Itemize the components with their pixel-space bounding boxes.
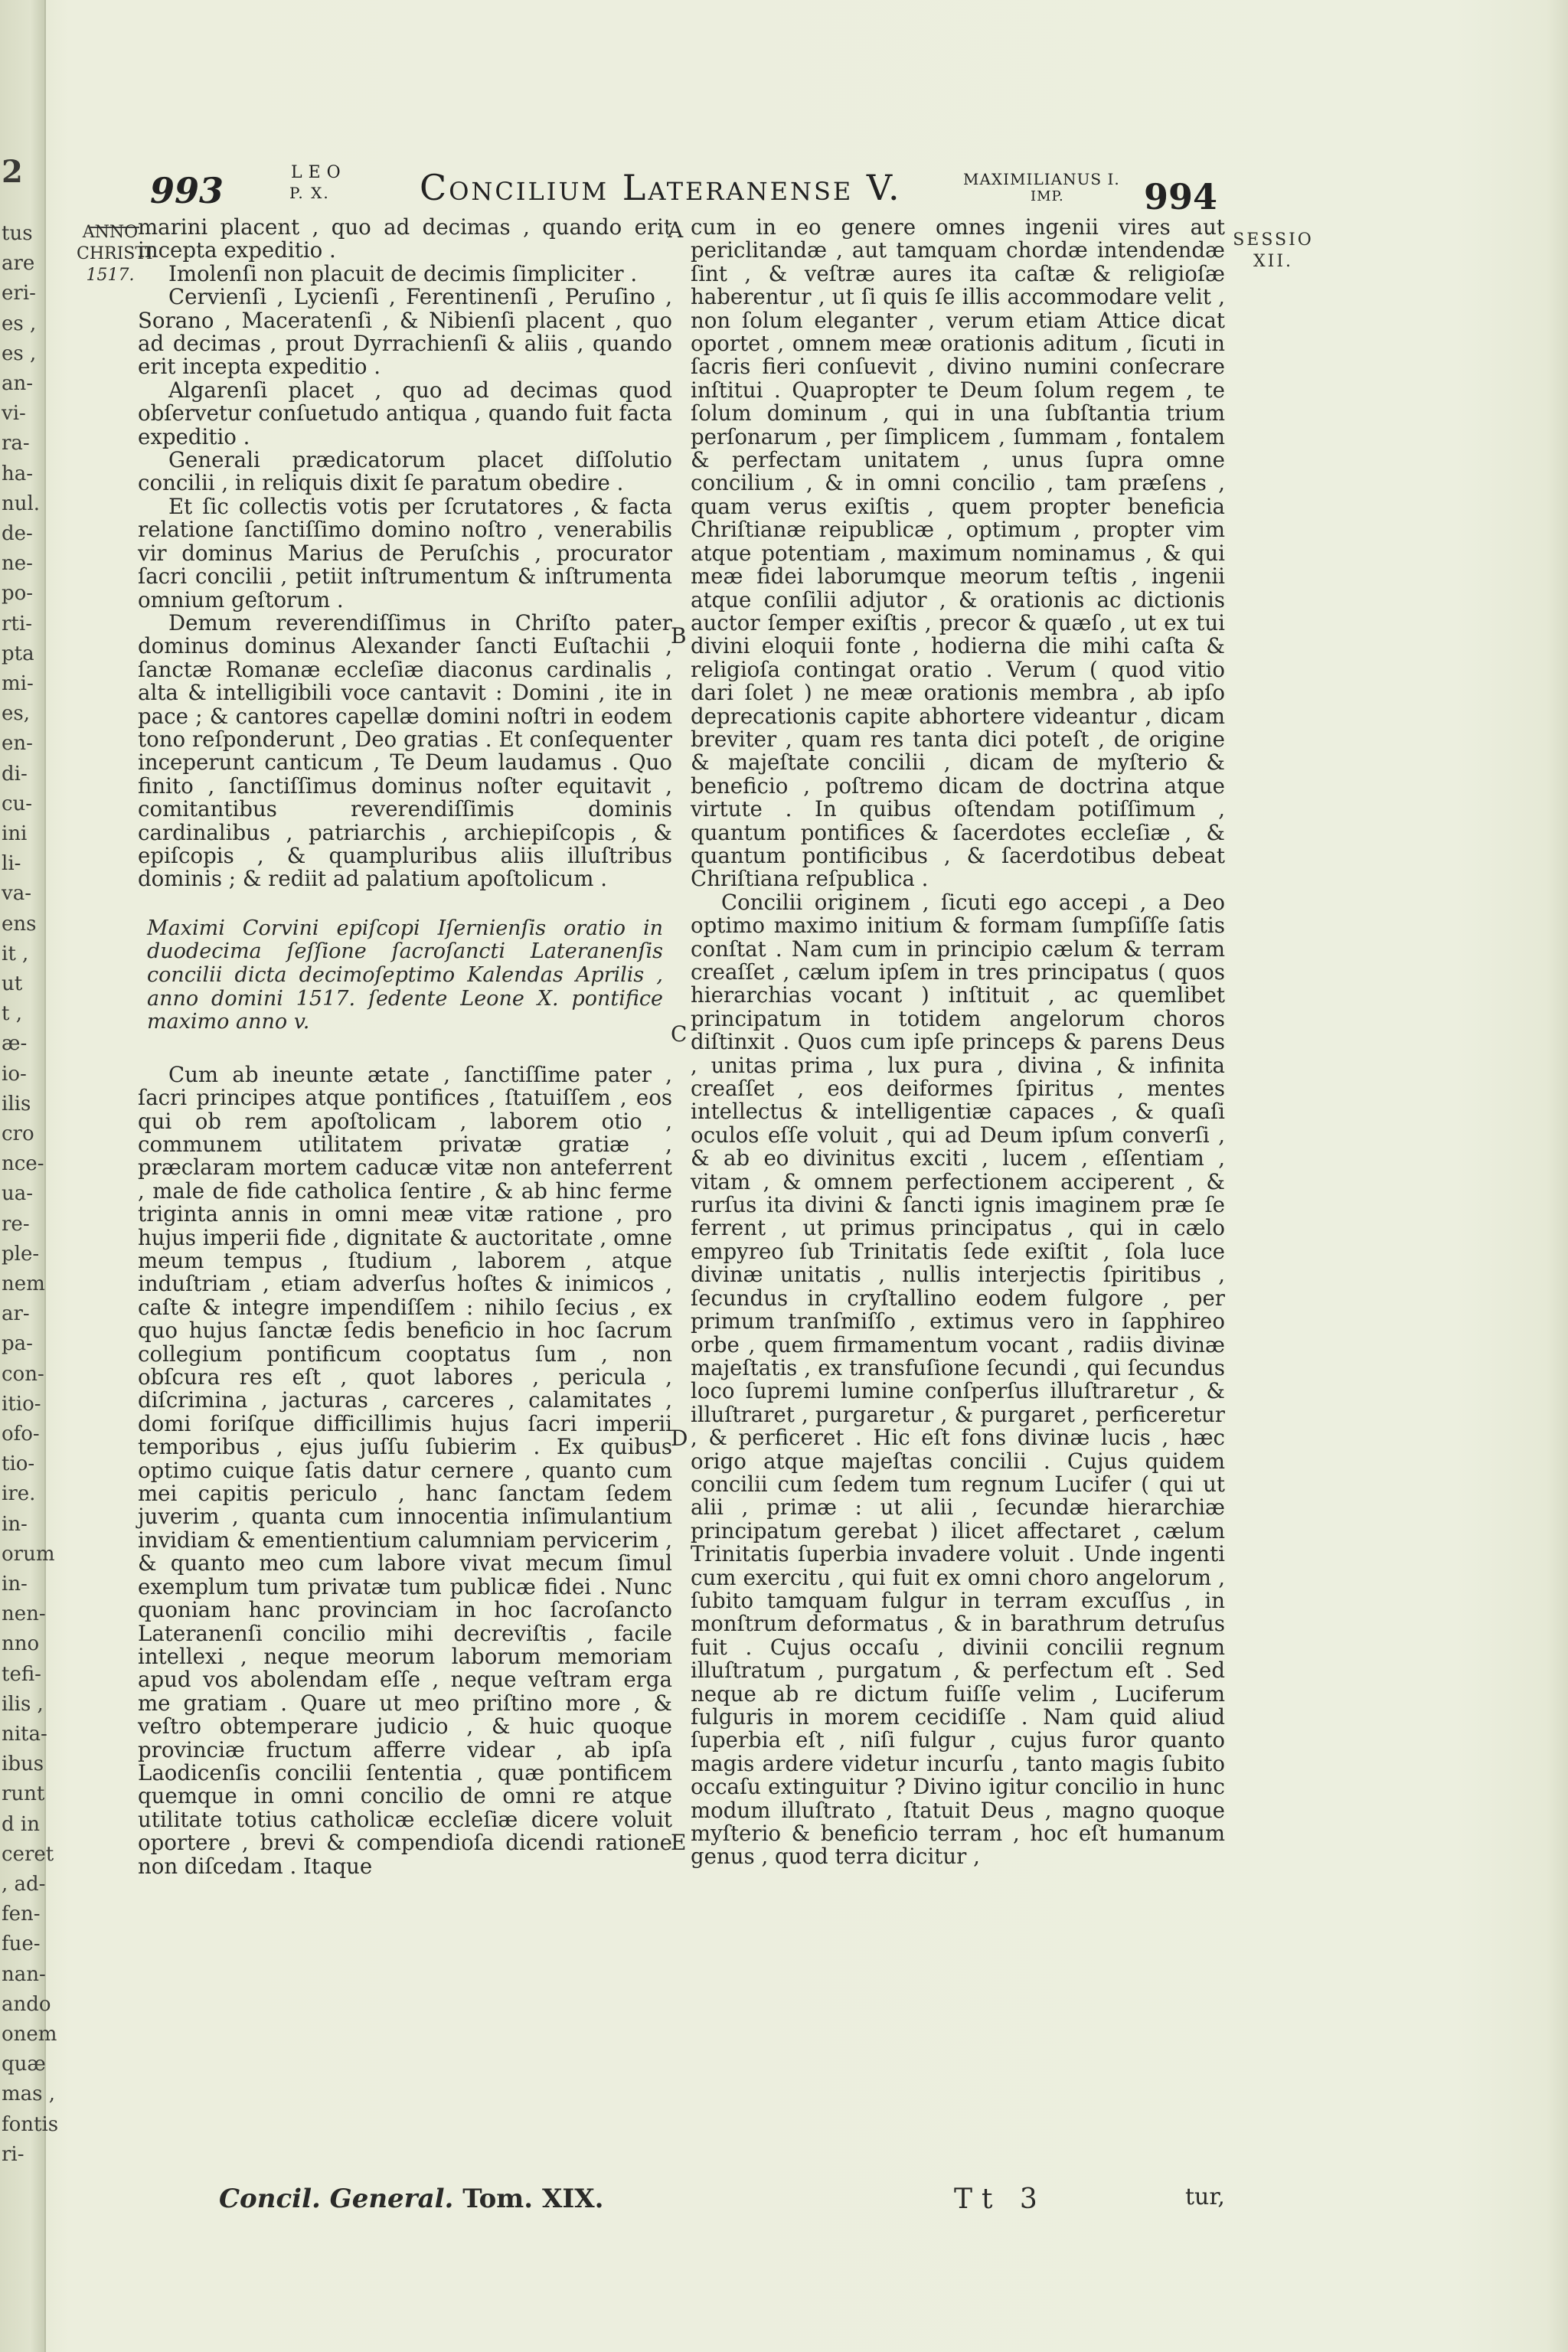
adjacent-page-word: ua- [2, 1182, 34, 1206]
adjacent-page-word: es , [2, 312, 37, 335]
running-title: Concilium Lateranense V. [420, 167, 902, 208]
adjacent-page-word: ens [2, 912, 37, 936]
adjacent-page-word: con- [2, 1362, 44, 1386]
paragraph: Cervienſi , Lycienſi , Ferentinenſi , Peruſino , Sorano , Maceratenſi , & Nibienſi placent , quo ad decimas , prout Dyrrachienſi & aliis , quando erit incepta expeditio . [138, 284, 672, 380]
adjacent-page-word: in- [2, 1573, 28, 1596]
right-column [691, 216, 1225, 1869]
margin-note-anno [77, 222, 153, 286]
page-number-left: 993 [150, 170, 224, 211]
adjacent-page-word: ilis , [2, 1692, 44, 1716]
footer-tome: Tom. XIX. [462, 2184, 604, 2214]
adjacent-page-word: nita- [2, 1723, 47, 1746]
margin-note-sessio [1223, 230, 1323, 273]
adjacent-page-word: , ad- [2, 1873, 46, 1896]
adjacent-page-word: pta [2, 642, 34, 665]
adjacent-page-word: li- [2, 852, 21, 876]
running-head-pope-regnal: P. X. [289, 184, 330, 202]
running-head-emperor-regnal: IMP. [1031, 188, 1064, 204]
adjacent-page-word: ire. [2, 1482, 36, 1506]
adjacent-page-word: rti- [2, 612, 32, 635]
adjacent-page-word: io- [2, 1062, 27, 1086]
sessio-word: SESSIO [1233, 230, 1314, 250]
adjacent-page-word: runt [2, 1782, 45, 1806]
page-number-right: 994 [1144, 176, 1218, 217]
anno-year: 1517. [86, 266, 135, 285]
adjacent-page-word: po- [2, 582, 34, 606]
paragraph: marini placent , quo ad decimas , quando erit incepta expeditio . [138, 214, 672, 263]
paragraph: Algarenſi placet , quo ad decimas quod obſervetur conſuetudo antiqua , quando fuit facta expeditio . [138, 377, 672, 449]
adjacent-page-word: æ- [2, 1032, 28, 1056]
adjacent-page-word: ri- [2, 2142, 24, 2166]
adjacent-page-word: es, [2, 702, 30, 726]
adjacent-page-word: d in [2, 1812, 40, 1836]
section-letter-d: D [671, 1426, 688, 1451]
paragraph: Generali prædicatorum placet diſſolutio concilii , in reliquis dixit ſe paratum obedire . [138, 447, 672, 496]
adjacent-page-word: nce- [2, 1152, 44, 1176]
adjacent-page-word: ceret [2, 1842, 54, 1866]
section-letter-e: E [671, 1830, 687, 1855]
adjacent-page-word: fontis [2, 2112, 59, 2136]
adjacent-page-word: tio- [2, 1452, 35, 1476]
adjacent-page-word: en- [2, 732, 33, 756]
adjacent-page-word: tus [2, 222, 33, 245]
adjacent-page-word: in- [2, 1512, 28, 1536]
adjacent-page-word: ilis [2, 1092, 31, 1116]
adjacent-page-word: ar- [2, 1302, 30, 1326]
footer-collection-title [219, 2184, 603, 2214]
catchword: tur, [1185, 2184, 1225, 2210]
section-letter-c: C [671, 1021, 688, 1047]
adjacent-page-word: nen- [2, 1602, 46, 1626]
signature-mark: Tt 3 [954, 2184, 1047, 2215]
adjacent-page-word: cu- [2, 792, 33, 815]
christi-word: CHRISTI [77, 244, 153, 263]
adjacent-page-word: an- [2, 372, 34, 395]
adjacent-page-word: nno [2, 1632, 40, 1656]
adjacent-page-word: t , [2, 1002, 22, 1026]
paragraph: Et ſic collectis votis per ſcrutatores , & facta relatione ſanctiſſimo domino noſtro , venerabilis vir dominus Marius de Peruſchis , procurator ſacri concilii , petiit inſtrumentum & inſtrumenta omnium geſtorum . [138, 493, 672, 612]
footer-concil: Concil. General. [219, 2184, 454, 2214]
adjacent-page-word: fue- [2, 1932, 41, 1956]
adjacent-page-word: onem [2, 2023, 57, 2046]
paragraph: Concilii originem , ſicuti ego accepi , a Deo optimo maximo initium & formam ſumpſiſſe ſatis conſtat . Nam cum in principio cælum & terram creaſſet , cælum ipſem in tres principatus ( quos hierarchias vocant ) inſtituit , ac quemlibet principatum in totidem angelorum choros diſtinxit . Quos cum ipſe princeps & parens Deus , unitas prima , lux pura , divina , & infinita creaſſet , eos deiformes ſpiritus , mentes intellectus & intelligentiæ capaces , & quaſi oculos eſſe voluit , qui ad Deum ipſum converſi , & ab eo divinitus exciti , lucem , eſſentiam , vitam , & omnem perfectionem acciperent , & rurſus ita divini & ſancti ignis imaginem præ ſe ferrent , ut primus principatus , qui in cælo empyreo ſub Trinitatis ſede exiſtit , ſola luce divinæ unitatis , nullis interjectis ſpiritibus , ſecundus in cryſtallino eodem fulgore , per primum tranſmiſſo , extimus vero in ſapphireo orbe , quem firmamentum vocant , radiis divinæ majeſtatis , ex transfuſione ſecundi , qui ſecundus loco ſupremi lumine conſperſus illuſtraretur , & illuſtraret , purgaretur , & purgaret , perficeretur , & perficeret . Hic eſt fons divinæ lucis , hæc origo atque majeſtas concilii . Cujus quidem concilii cum ſedem tum regnum Lucifer ( qui ut alii , primæ : ut alii , ſecundæ hierarchiæ principatum gerebat ) ilicet affectaret , cælum Trinitatis ſuperbia invadere voluit . Unde ingenti cum exercitu , qui fuit ex omni choro angelorum , ſubito tamquam fulgur in terram excuſſus , in monſtrum deformatus , & in barathrum detruſus fuit . Cujus occaſu , divinii concilii regnum illuſtratum , purgatum , & perfectum eſt . Sed neque ab re dictum fuiſſe velim , Luciferum fulguris in morem cecidiſſe . Nam quid aliud ſuperbia eſt , niſi fulgur , cujus furor quanto magis ardere videtur incurſu , tanto magis ſubito occaſu extinguitur ? Divino igitur concilio in hunc modum illuſtrato , ſtatuit Deus , magno quoque myſterio & beneficio terram , hoc eſt humanum genus , quod terra dicitur , [691, 889, 1225, 1870]
adjacent-page-word: ra- [2, 432, 30, 456]
adjacent-page-word: ando [2, 1992, 51, 2016]
adjacent-page-word: ut [2, 972, 23, 995]
adjacent-page-word: ofo- [2, 1423, 40, 1446]
anno-word: ANNO [82, 223, 139, 242]
adjacent-page-word: fen- [2, 1903, 41, 1926]
adjacent-page-word: orum [2, 1542, 55, 1566]
left-column [138, 216, 672, 1878]
running-head-emperor: MAXIMILIANUS I. [963, 170, 1120, 188]
adjacent-page-word: eri- [2, 282, 36, 305]
running-head-pope: LEO [291, 163, 347, 182]
adjacent-page-word: va- [2, 882, 31, 906]
section-letter-b: B [671, 623, 687, 648]
adjacent-page-word: ple- [2, 1242, 40, 1266]
adjacent-page-word: vi- [2, 402, 26, 426]
adjacent-page-word: ibus [2, 1753, 44, 1776]
paragraph: cum in eo genere omnes ingenii vires aut periclitandæ , aut tamquam chordæ intendendæ ſint , & veſtræ aures ita caſtæ & religioſæ haberentur , ut ſi quis ſe illis accommodare velit , non ſolum eleganter , verum etiam Attice dicat oportet , omnem meæ orationis aditum , ſicuti in ſacris fieri conſuevit , divino numini conſecrare inſtitui . Quapropter te Deum ſolum regem , te ſolum dominum , qui in una ſubſtantia trium perſonarum , per ſimplicem , ſummam , fontalem & perfectam unitatem , unus ſupra omne concilium , & in omni concilio , tam præſens , quam verus exiſtis , quem propter beneficia Chriſtianæ reipublicæ , optimum , propter vim atque potentiam , maximum nominamus , & qui meæ fidei laborumque meorum teſtis , ingenii atque conſilii adjutor , & orationis ac dictionis auctor ſemper exiſtis , precor & quæſo , ut ex tui divini eloquii fonte , hodierna die mihi caſta & religioſa contingat oratio . Verum ( quod vitio dari ſolet ) ne meæ orationis membra , ab ipſo deprecationis capite abhortere videantur , dicam breviter , quam res tanta dici poteſt , de origine & majeſtate concilii , dicam de myſterio & beneficio , poſtremo dicam de doctrina atque virtute . In quibus oſtendam potiſſimum , quantum pontifices & ſacerdotes eccleſiæ , & quantum pontificibus , & ſacerdotibus debeat Chriſtiana reſpublica . [691, 214, 1225, 892]
adjacent-page-word: di- [2, 762, 28, 786]
adjacent-page-number: 2 [2, 154, 23, 190]
adjacent-page-word: quæ [2, 2053, 46, 2076]
adjacent-page-word: are [2, 252, 35, 276]
adjacent-page-word: it , [2, 942, 29, 965]
adjacent-page-word: nul. [2, 492, 41, 515]
adjacent-page-word: mas , [2, 2082, 56, 2106]
adjacent-page-edge [0, 0, 59, 2352]
adjacent-page-word: ini [2, 822, 28, 845]
adjacent-page-word: pa- [2, 1332, 33, 1356]
paragraph: Demum reverendiſſimus in Chriſto pater dominus dominus Alexander ſancti Euſtachii , ſanctæ Romanæ eccleſiæ diaconus cardinalis , alta & intelligibili voce cantavit : Domini , ite in pace ; & cantores capellæ domini noſtri in eodem tono reſponderunt , Deo gratias . Et conſequenter inceperunt canticum , Te Deum laudamus . Quo finito , ſanctiſſimus dominus noſter equitavit , comitantibus reverendiſſimis dominis cardinalibus , patriarchis , archiepiſcopis , & epiſcopis , & quampluribus aliis illuſtribus dominis ; & rediit ad palatium apoſtolicum . [138, 609, 672, 892]
oration-paragraph: Cum ab ineunte ætate , ſanctiſſime pater , ſacri principes atque pontifices , ſtatuiſſem , eos qui ob rem apoſtolicam , laborem otio , communem utilitatem privatæ gratiæ , præclaram mortem caducæ vitæ non anteferrent , male de fide catholica ſentire , & ab hinc ferme triginta annis in omni meæ vitæ ratione , pro hujus imperii fide , dignitate & auctoritate , omne meum tempus , ſtudium , laborem , atque induſtriam , etiam adverſus hoſtes & inimicos , caſte & integre impendiſſem : nihilo ſecius , ex quo hujus ſanctæ ſedis beneficio in hoc ſacrum collegium pontificum cooptatus ſum , non obſcura res eſt , quot labores , pericula , diſcrimina , jacturas , carceres , calamitates , domi foriſque difficillimis hujus ſacri imperii temporibus , ejus juſſu ſubierim . Ex quibus optimo cuique ſatis datur cernere , quanto cum mei capitis periculo , hanc ſanctam ſedem juverim , quanta cum innocentia inſimulantium invidiam & ementientium calumniam pervicerim , & quanto meo cum labore vivat mecum ſimul exemplum tum privatæ tum publicæ fidei . Nunc quoniam hanc provinciam in hoc ſacroſancto Lateranenſi concilio mihi decreviſtis , facile intellexi , neque meorum laborum memoriam apud vos abolendam eſſe , neque veſtram erga me gratiam . Quare ut meo priſtino more , & veſtro obtemperare judicio , & huic quoque provinciæ fructum afferre videar , ab ipſa Laodicenſis concilii ſententia , quæ pontificem quemque in omni concilio de omni re atque utilitate totius catholicæ eccleſiæ dicere voluit oportere , brevi & compendioſa dicendi ratione non diſcedam . Itaque [138, 1061, 672, 1879]
adjacent-page-word: ne- [2, 552, 33, 576]
adjacent-page-word: cro [2, 1122, 34, 1145]
adjacent-page-word: nem [2, 1272, 45, 1295]
adjacent-page-word: de- [2, 522, 33, 545]
adjacent-page-word: re- [2, 1212, 30, 1236]
sessio-number: XII. [1253, 252, 1294, 271]
adjacent-page-word: tefi- [2, 1662, 41, 1686]
adjacent-page-word: es , [2, 341, 37, 365]
section-letter-a: A [668, 217, 684, 243]
adjacent-page-word: nan- [2, 1962, 46, 1986]
adjacent-page-word: itio- [2, 1392, 41, 1416]
adjacent-page-word: mi- [2, 672, 34, 695]
adjacent-page-word: ha- [2, 462, 34, 485]
paragraph: Imolenſi non placuit de decimis ſimpliciter . [168, 260, 638, 286]
oration-heading: Maximi Corvini epiſcopi Iſernienſis oratio in duodecima ſeſſione ſacroſancti Lateranenſis concilii dicta decimoſeptimo Kalendas Aprilis , anno domini 1517. ſedente Leone X. pontifice maximo anno v. [147, 916, 663, 1034]
